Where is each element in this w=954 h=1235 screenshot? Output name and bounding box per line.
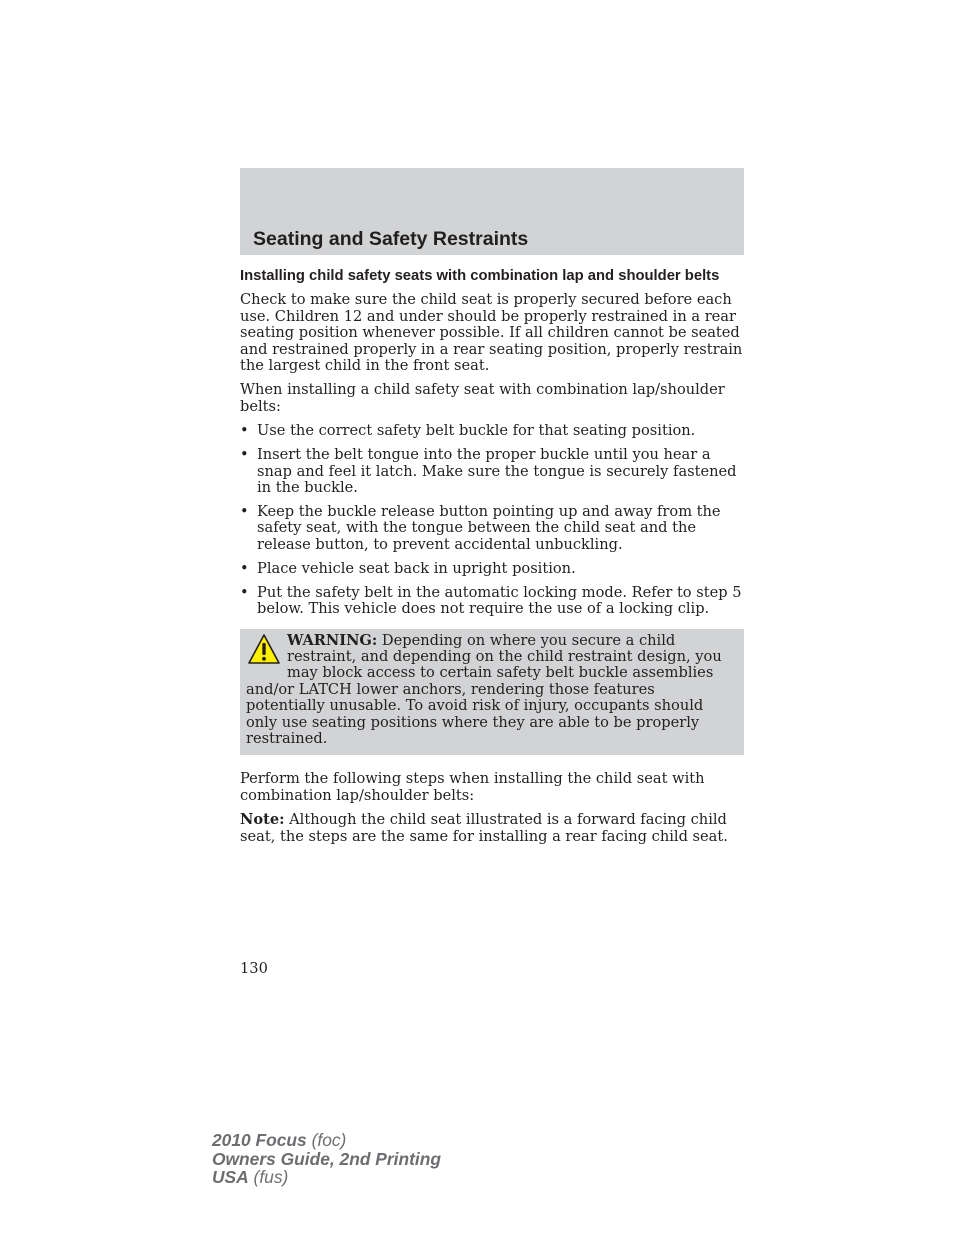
list-item (240, 423, 744, 439)
footer-line-market (212, 1168, 441, 1187)
steps-intro-paragraph: Perform the following steps when installing the child seat with combination lap/shoulder belts: (240, 770, 705, 804)
section-header-band (240, 168, 744, 255)
page-number: 130 (240, 960, 268, 977)
list-item-text: Insert the belt tongue into the proper buckle until you hear a snap and feel it latch. Make sure the tongue is securely fastened in the buckle. (257, 446, 737, 496)
warning-box (240, 629, 744, 756)
note-label: Note: (240, 811, 285, 829)
bullet-glyph: • (240, 502, 249, 520)
warning-label: WARNING: (287, 631, 378, 649)
footer-market-code: (fus) (248, 1167, 289, 1188)
note-text: Although the child seat illustrated is a forward facing child seat, the steps are the same for installing a rear facing child seat. (240, 811, 728, 845)
lead-in-paragraph: When installing a child safety seat with combination lap/shoulder belts: (240, 381, 725, 415)
bullet-glyph: • (240, 446, 249, 464)
section-title: Seating and Safety Restraints (253, 228, 529, 250)
footer-guide: Owners Guide, 2nd Printing (212, 1148, 441, 1169)
footer-market: USA (212, 1167, 249, 1188)
list-item (240, 585, 744, 618)
intro-paragraph: Check to make sure the child seat is properly secured before each use. Children 12 and under should be properly restrained in a rear seating position whenever possible. If all children cannot be seated and restrained properly in a rear seating position, properly restrain the largest child in the front seat. (240, 291, 743, 374)
subheading: Installing child safety seats with combination lap and shoulder belts (240, 268, 720, 284)
list-item (240, 561, 744, 577)
footer-line-model (212, 1131, 441, 1150)
list-item (240, 504, 744, 553)
bullet-glyph: • (240, 559, 249, 577)
list-item-text: Put the safety belt in the automatic locking mode. Refer to step 5 below. This vehicle does not require the use of a locking clip. (257, 583, 742, 618)
footer-model-code: (foc) (306, 1130, 347, 1150)
list-item-text: Keep the buckle release button pointing up and away from the safety seat, with the tongue between the child seat and the release button, to prevent accidental unbuckling. (257, 502, 721, 553)
note-paragraph (240, 812, 744, 845)
page-content (240, 268, 744, 853)
list-item (240, 447, 744, 496)
instruction-list (240, 423, 744, 617)
bullet-glyph: • (240, 583, 249, 601)
bullet-glyph: • (240, 422, 249, 440)
warning-triangle-icon (247, 633, 281, 667)
footer-model: 2010 Focus (212, 1130, 307, 1150)
warning-text: Depending on where you secure a child restraint, and depending on the child restraint design, you may block access to certain safety belt buckle assemblies and/or LATCH lower anchors, rendering those features potentially unusable. To avoid risk of injury, occupants should only use seating positions where they are able to be properly restrained. (246, 631, 722, 748)
footer-line-guide (212, 1150, 441, 1169)
list-item-text: Place vehicle seat back in upright position. (257, 559, 576, 577)
list-item-text: Use the correct safety belt buckle for that seating position. (257, 422, 696, 440)
footer (212, 1131, 441, 1187)
